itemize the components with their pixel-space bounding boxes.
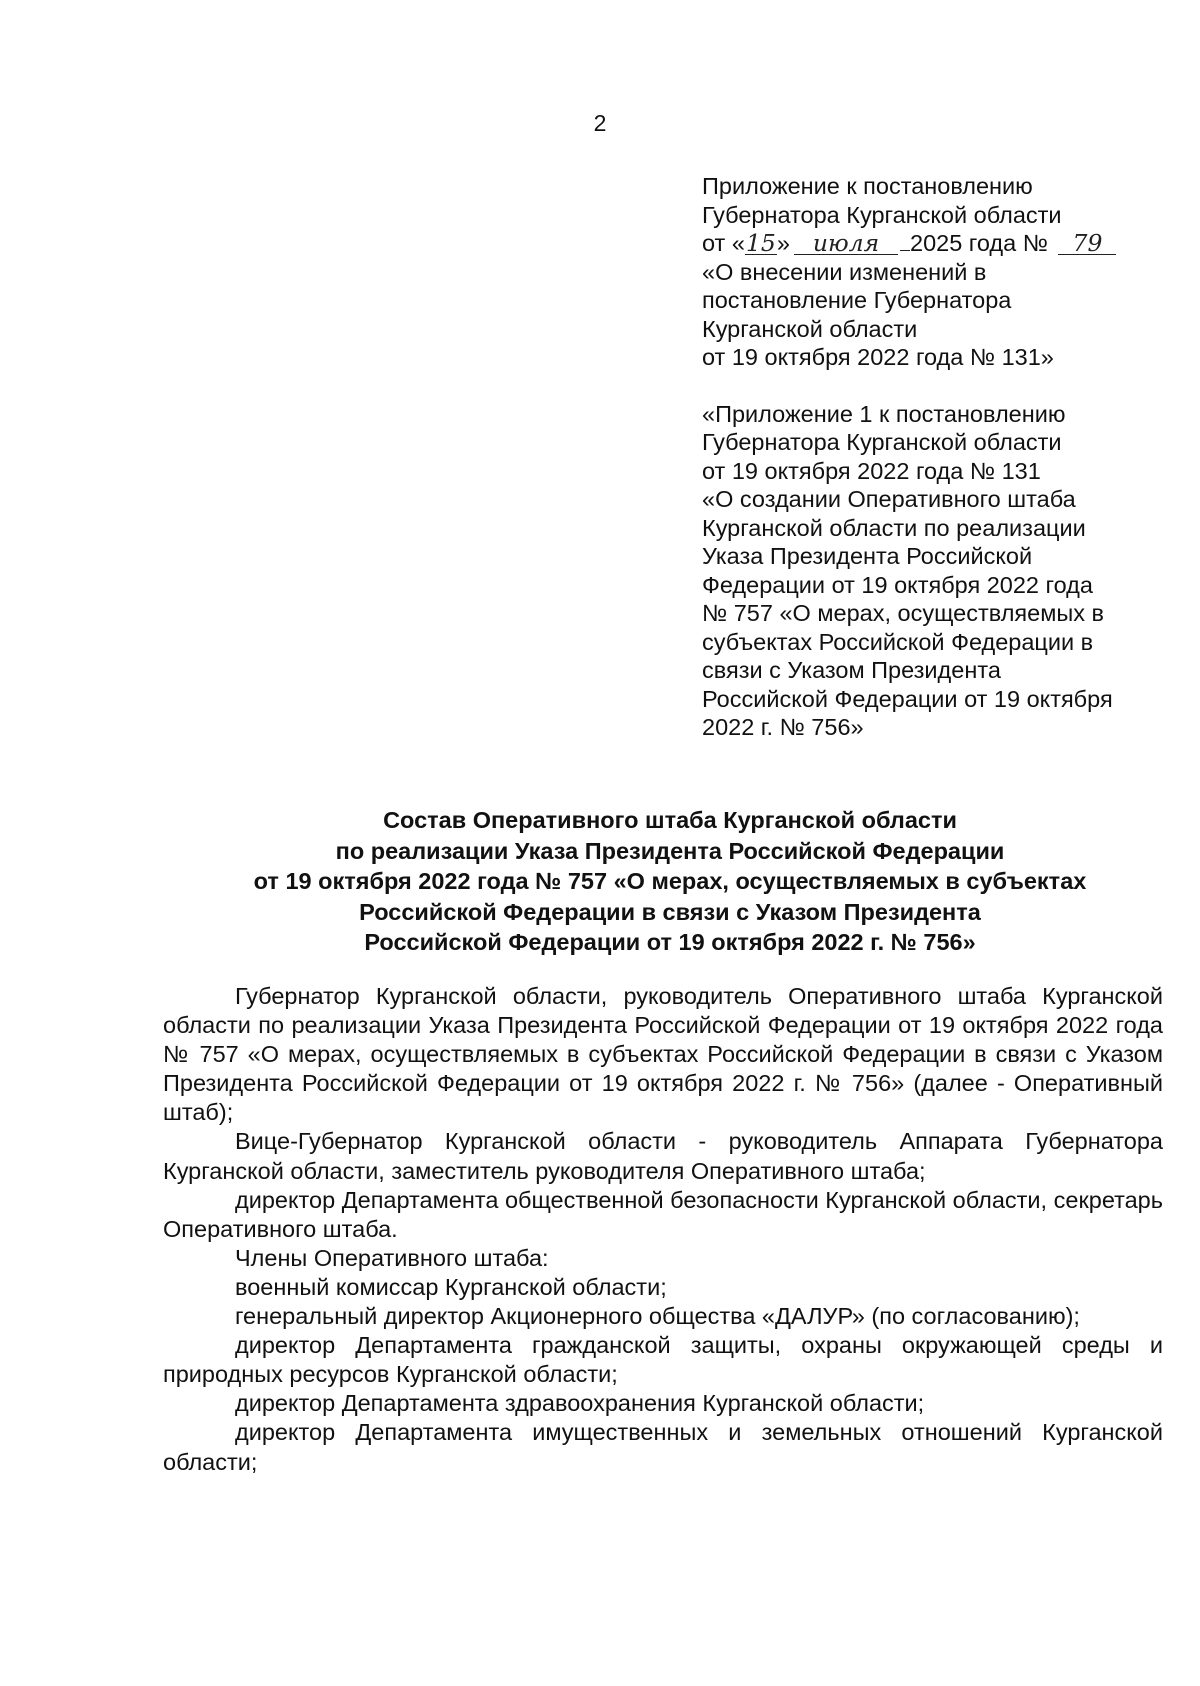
body-paragraph: Вице-Губернатор Курганской области - руководитель Аппарата Губернатора Курганской области, заместитель руководителя Оперативного штаба;	[163, 1128, 1163, 1184]
appendix-date-line	[702, 229, 1172, 258]
appendix-line: Курганской области	[702, 315, 918, 342]
handwritten-number: 79	[1058, 232, 1116, 255]
body-paragraph: директор Департамента здравоохранения Курганской области;	[235, 1390, 925, 1417]
title-line: Состав Оперативного штаба Курганской области	[383, 807, 957, 833]
document-title	[130, 805, 1200, 958]
body-paragraph: директор Департамента имущественных и земельных отношений Курганской области;	[163, 1419, 1163, 1475]
handwritten-day: 15	[745, 229, 776, 257]
appendix2-line: субъектах Российской Федерации в	[702, 628, 1094, 655]
title-line: от 19 октября 2022 года № 757 «О мерах, осуществляемых в субъектах	[253, 868, 1087, 894]
appendix-line: «О внесении изменений в	[702, 258, 987, 285]
blank-underline	[900, 250, 910, 251]
appendix2-line: Российской Федерации от 19 октября	[702, 685, 1113, 712]
date-year: 2025 года №	[910, 230, 1048, 256]
body-paragraph: директор Департамента гражданской защиты, охраны окружающей среды и природных ресурсов Курганской области;	[163, 1332, 1163, 1388]
body-paragraph: военный комиссар Курганской области;	[235, 1273, 667, 1300]
title-line: по реализации Указа Президента Российской Федерации	[335, 837, 1005, 864]
document-body	[163, 982, 1163, 1477]
body-paragraph: Губернатор Курганской области, руководитель Оперативного штаба Курганской области по реализации Указа Президента Российской Федерации от 19 октября 2022 года № 757 «О мерах, осуществляемых в субъектах Российской Федерации в связи с Указом Президента Российской Федерации от 19 октября 2022 г. № 756» (далее - Оперативный штаб);	[163, 983, 1163, 1126]
appendix2-line: Указа Президента Российской	[702, 543, 1033, 569]
spacer	[702, 372, 1172, 400]
appendix-header	[702, 172, 1172, 742]
appendix-line: Губернатора Курганской области	[702, 201, 1062, 228]
body-paragraph: директор Департамента общественной безопасности Курганской области, секретарь Оперативного штаба.	[163, 1186, 1163, 1242]
appendix2-line: «О создании Оперативного штаба	[702, 486, 1076, 512]
appendix-line: Приложение к постановлению	[702, 173, 1033, 199]
appendix2-line: № 757 «О мерах, осуществляемых в	[702, 600, 1105, 626]
appendix-line: постановление Губернатора	[702, 287, 1012, 313]
handwritten-month: июля	[794, 232, 898, 255]
title-line: Российской Федерации в связи с Указом Президента	[359, 898, 981, 925]
appendix-line: от 19 октября 2022 года № 131»	[702, 344, 1054, 370]
title-line: Российской Федерации от 19 октября 2022 г. № 756»	[364, 929, 976, 955]
appendix2-line: Губернатора Курганской области	[702, 429, 1062, 455]
appendix2-line: Федерации от 19 октября 2022 года	[702, 571, 1093, 598]
page-number: 2	[593, 110, 607, 136]
appendix2-line: от 19 октября 2022 года № 131	[702, 457, 1041, 484]
appendix2-line: связи с Указом Президента	[702, 657, 1001, 683]
appendix2-line: 2022 г. № 756»	[702, 714, 864, 740]
appendix2-line: «Приложение 1 к постановлению	[702, 400, 1066, 427]
body-paragraph: Члены Оперативного штаба:	[235, 1244, 549, 1271]
body-paragraph: генеральный директор Акционерного общества «ДАЛУР» (по согласованию);	[235, 1303, 1080, 1330]
appendix2-line: Курганской области по реализации	[702, 514, 1086, 541]
date-prefix: от «	[702, 230, 745, 256]
date-quote: »	[776, 230, 790, 256]
